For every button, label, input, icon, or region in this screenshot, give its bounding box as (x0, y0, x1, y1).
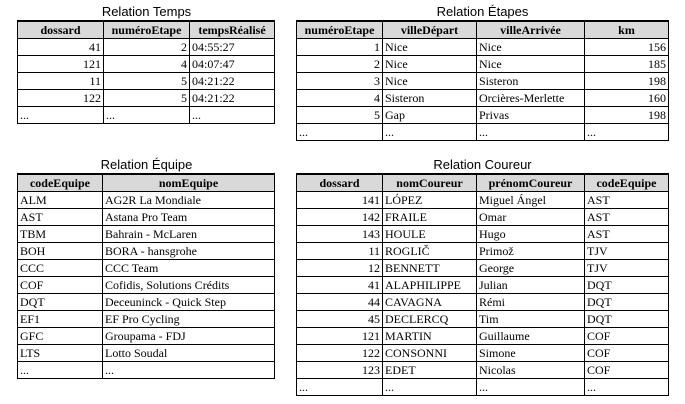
table-cell: MARTIN (383, 328, 477, 345)
table-row (18, 345, 275, 362)
temps-title: Relation Temps (101, 4, 192, 19)
table-cell: Nicolas (477, 362, 585, 379)
table-cell: 123 (297, 362, 383, 379)
table-row (18, 107, 275, 124)
table-cell: 142 (297, 209, 383, 226)
table-cell: 04:55:27 (190, 39, 275, 56)
table-cell: Hugo (477, 226, 585, 243)
table-cell: EF1 (18, 311, 103, 328)
table-cell: Nice (383, 39, 477, 56)
temps-header-temps-realise: tempsRéalisé (190, 21, 275, 39)
table-cell: 160 (585, 90, 669, 107)
table-cell: ... (297, 124, 383, 141)
table-cell: ... (477, 124, 585, 141)
table-cell: Nice (477, 39, 585, 56)
table-cell: DQT (585, 294, 669, 311)
table-cell: ... (383, 379, 477, 396)
table-cell: TJV (585, 243, 669, 260)
table-cell: FRAILE (383, 209, 477, 226)
table-cell: 04:21:22 (190, 90, 275, 107)
table-cell: AST (585, 209, 669, 226)
table-cell: Deceuninck - Quick Step (103, 294, 275, 311)
table-cell: Rémi (477, 294, 585, 311)
table-row (18, 243, 275, 260)
table-cell: 143 (297, 226, 383, 243)
table-cell: AST (585, 192, 669, 209)
table-row (297, 362, 669, 379)
etapes-header-ville-depart: villeDépart (383, 21, 477, 39)
table-cell: 45 (297, 311, 383, 328)
table-row (18, 192, 275, 209)
table-row (297, 90, 669, 107)
table-row (297, 73, 669, 90)
table-cell: Miguel Ángel (477, 192, 585, 209)
etapes-header-numero-etape: numéroEtape (297, 21, 383, 39)
table-cell: 41 (297, 277, 383, 294)
table-row (297, 56, 669, 73)
table-cell: Bahrain - McLaren (103, 226, 275, 243)
table-cell: TBM (18, 226, 103, 243)
coureur-title: Relation Coureur (433, 157, 532, 172)
table-cell: Guillaume (477, 328, 585, 345)
table-cell: ALM (18, 192, 103, 209)
etapes-table (296, 20, 669, 141)
table-row (18, 362, 275, 379)
table-cell: Simone (477, 345, 585, 362)
table-cell: HOULE (383, 226, 477, 243)
table-cell: 41 (18, 39, 104, 56)
table-cell: ... (383, 124, 477, 141)
table-cell: Nice (383, 56, 477, 73)
table-cell: 122 (18, 90, 104, 107)
table-cell: Privas (477, 107, 585, 124)
table-cell: CCC (18, 260, 103, 277)
table-cell: Omar (477, 209, 585, 226)
table-cell: 198 (585, 73, 669, 90)
table-row (297, 294, 669, 311)
table-cell: ... (18, 107, 104, 124)
table-row (297, 39, 669, 56)
table-cell: ... (18, 362, 103, 379)
table-row (297, 277, 669, 294)
temps-header-dossard: dossard (18, 21, 104, 39)
equipe-title: Relation Équipe (100, 157, 193, 172)
table-cell: ... (585, 379, 669, 396)
table-cell: LÓPEZ (383, 192, 477, 209)
table-row (297, 260, 669, 277)
table-cell: 1 (297, 39, 383, 56)
table-cell: COF (585, 328, 669, 345)
table-cell: 2 (297, 56, 383, 73)
table-cell: LTS (18, 345, 103, 362)
table-cell: Julian (477, 277, 585, 294)
table-row (297, 209, 669, 226)
table-cell: ... (477, 379, 585, 396)
table-row (18, 260, 275, 277)
coureur-header-prenom-coureur: prénomCoureur (477, 174, 585, 192)
table-row (297, 192, 669, 209)
table-cell: 2 (104, 39, 190, 56)
table-cell: CCC Team (103, 260, 275, 277)
table-cell: 141 (297, 192, 383, 209)
table-cell: CONSONNI (383, 345, 477, 362)
table-cell: Cofidis, Solutions Crédits (103, 277, 275, 294)
table-cell: AG2R La Mondiale (103, 192, 275, 209)
table-cell: 5 (297, 107, 383, 124)
table-cell: DQT (585, 311, 669, 328)
table-row (18, 277, 275, 294)
table-cell: 3 (297, 73, 383, 90)
table-row (18, 39, 275, 56)
equipe-table (17, 173, 275, 379)
etapes-header-km: km (585, 21, 669, 39)
table-cell: Groupama - FDJ (103, 328, 275, 345)
table-cell: Tim (477, 311, 585, 328)
table-cell: COF (18, 277, 103, 294)
table-cell: ... (103, 362, 275, 379)
table-cell: 4 (297, 90, 383, 107)
table-row (18, 294, 275, 311)
table-cell: 185 (585, 56, 669, 73)
table-row (297, 124, 669, 141)
table-cell: BOH (18, 243, 103, 260)
table-cell: Orcières-Merlette (477, 90, 585, 107)
table-cell: ... (190, 107, 275, 124)
table-row (297, 328, 669, 345)
table-cell: DQT (585, 277, 669, 294)
table-cell: Astana Pro Team (103, 209, 275, 226)
table-cell: GFC (18, 328, 103, 345)
table-cell: 11 (18, 73, 104, 90)
table-cell: ... (297, 379, 383, 396)
table-cell: 156 (585, 39, 669, 56)
temps-header-numero-etape: numéroEtape (104, 21, 190, 39)
table-cell: EF Pro Cycling (103, 311, 275, 328)
table-cell: 121 (297, 328, 383, 345)
table-row (18, 311, 275, 328)
table-row (297, 379, 669, 396)
table-row (297, 107, 669, 124)
table-cell: Primož (477, 243, 585, 260)
table-cell: Lotto Soudal (103, 345, 275, 362)
table-cell: AST (585, 226, 669, 243)
table-row (297, 243, 669, 260)
table-cell: Sisteron (383, 90, 477, 107)
etapes-header-ville-arrivee: villeArrivée (477, 21, 585, 39)
table-row (18, 90, 275, 107)
table-cell: 5 (104, 73, 190, 90)
equipe-header-code-equipe: codeEquipe (18, 174, 103, 192)
table-cell: BENNETT (383, 260, 477, 277)
table-cell: ... (104, 107, 190, 124)
table-cell: ROGLIČ (383, 243, 477, 260)
coureur-table (296, 173, 669, 396)
table-row (18, 73, 275, 90)
table-cell: TJV (585, 260, 669, 277)
table-cell: Nice (383, 73, 477, 90)
table-cell: 04:07:47 (190, 56, 275, 73)
etapes-title: Relation Étapes (436, 4, 529, 19)
table-cell: AST (18, 209, 103, 226)
table-cell: 44 (297, 294, 383, 311)
table-cell: Gap (383, 107, 477, 124)
table-cell: 122 (297, 345, 383, 362)
coureur-header-nom-coureur: nomCoureur (383, 174, 477, 192)
table-cell: 04:21:22 (190, 73, 275, 90)
table-cell: 5 (104, 90, 190, 107)
table-row (297, 226, 669, 243)
table-cell: ... (585, 124, 669, 141)
table-cell: 198 (585, 107, 669, 124)
coureur-header-code-equipe: codeEquipe (585, 174, 669, 192)
table-row (297, 345, 669, 362)
table-row (18, 209, 275, 226)
table-cell: 4 (104, 56, 190, 73)
table-cell: George (477, 260, 585, 277)
table-cell: Nice (477, 56, 585, 73)
table-row (18, 226, 275, 243)
table-row (18, 56, 275, 73)
table-cell: EDET (383, 362, 477, 379)
table-cell: COF (585, 345, 669, 362)
equipe-header-nom-equipe: nomEquipe (103, 174, 275, 192)
table-cell: DQT (18, 294, 103, 311)
table-cell: DECLERCQ (383, 311, 477, 328)
table-cell: 121 (18, 56, 104, 73)
table-cell: CAVAGNA (383, 294, 477, 311)
temps-table (17, 20, 275, 124)
table-cell: ALAPHILIPPE (383, 277, 477, 294)
table-cell: 11 (297, 243, 383, 260)
table-row (297, 311, 669, 328)
table-row (18, 328, 275, 345)
coureur-header-dossard: dossard (297, 174, 383, 192)
table-cell: 12 (297, 260, 383, 277)
table-cell: BORA - hansgrohe (103, 243, 275, 260)
table-cell: Sisteron (477, 73, 585, 90)
table-cell: COF (585, 362, 669, 379)
